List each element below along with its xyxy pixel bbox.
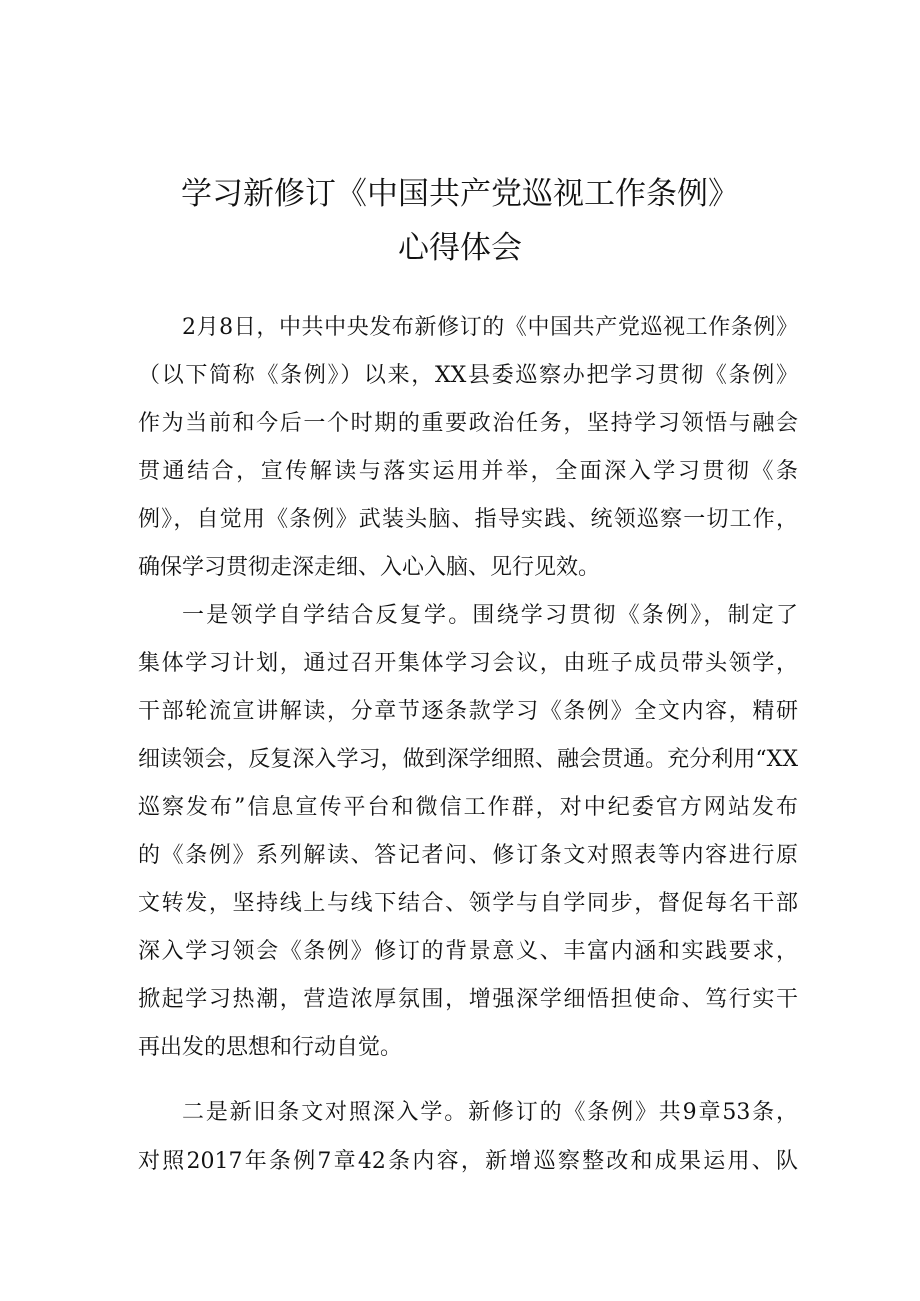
paragraph-line: 巡察发布”信息宣传平台和微信工作群，对中纪委官方网站发布 [138,795,798,820]
paragraph-line: 对照2017年条例7章42条内容，新增巡察整改和成果运用、队 [138,1149,798,1174]
paragraph-line: 确保学习贯彻走深走细、入心入脑、见行见效。 [138,555,601,580]
paragraph-line: 集体学习计划，通过召开集体学习会议，由班子成员带头领学， [138,651,798,676]
document-title-line-1: 学习新修订《中国共产党巡视工作条例》 [181,176,739,212]
paragraph-line: 细读领会，反复深入学习，做到深学细照、融会贯通。充分利用“XX [138,747,798,772]
paragraph-line: 文转发，坚持线上与线下结合、领学与自学同步，督促每名干部 [138,891,798,916]
paragraph-line: 干部轮流宣讲解读，分章节逐条款学习《条例》全文内容，精研 [138,699,798,724]
paragraph-line: 2月8日，中共中央发布新修订的《中国共产党巡视工作条例》 [182,315,798,340]
paragraph-line: 掀起学习热潮，营造浓厚氛围，增强深学细悟担使命、笃行实干 [138,987,798,1012]
paragraph-line: 贯通结合，宣传解读与落实运用并举，全面深入学习贯彻《条 [138,459,798,484]
paragraph-line: 作为当前和今后一个时期的重要政治任务，坚持学习领悟与融会 [138,411,798,436]
paragraph-line: 深入学习领会《条例》修订的背景意义、丰富内涵和实践要求， [138,939,798,964]
paragraph-line: 例》，自觉用《条例》武装头脑、指导实践、统领巡察一切工作， [138,507,798,532]
paragraph-line: 二是新旧条文对照深入学。新修订的《条例》共9章53条， [182,1100,798,1125]
paragraph-line: 再出发的思想和行动自觉。 [138,1035,403,1060]
paragraph-line: 一是领学自学结合反复学。围绕学习贯彻《条例》，制定了 [182,603,798,628]
paragraph-line: 的《条例》系列解读、答记者问、修订条文对照表等内容进行原 [138,843,798,868]
paragraph-line: （以下简称《条例》）以来，XX县委巡察办把学习贯彻《条例》 [138,363,798,388]
document-title-line-2: 心得体会 [398,230,522,266]
